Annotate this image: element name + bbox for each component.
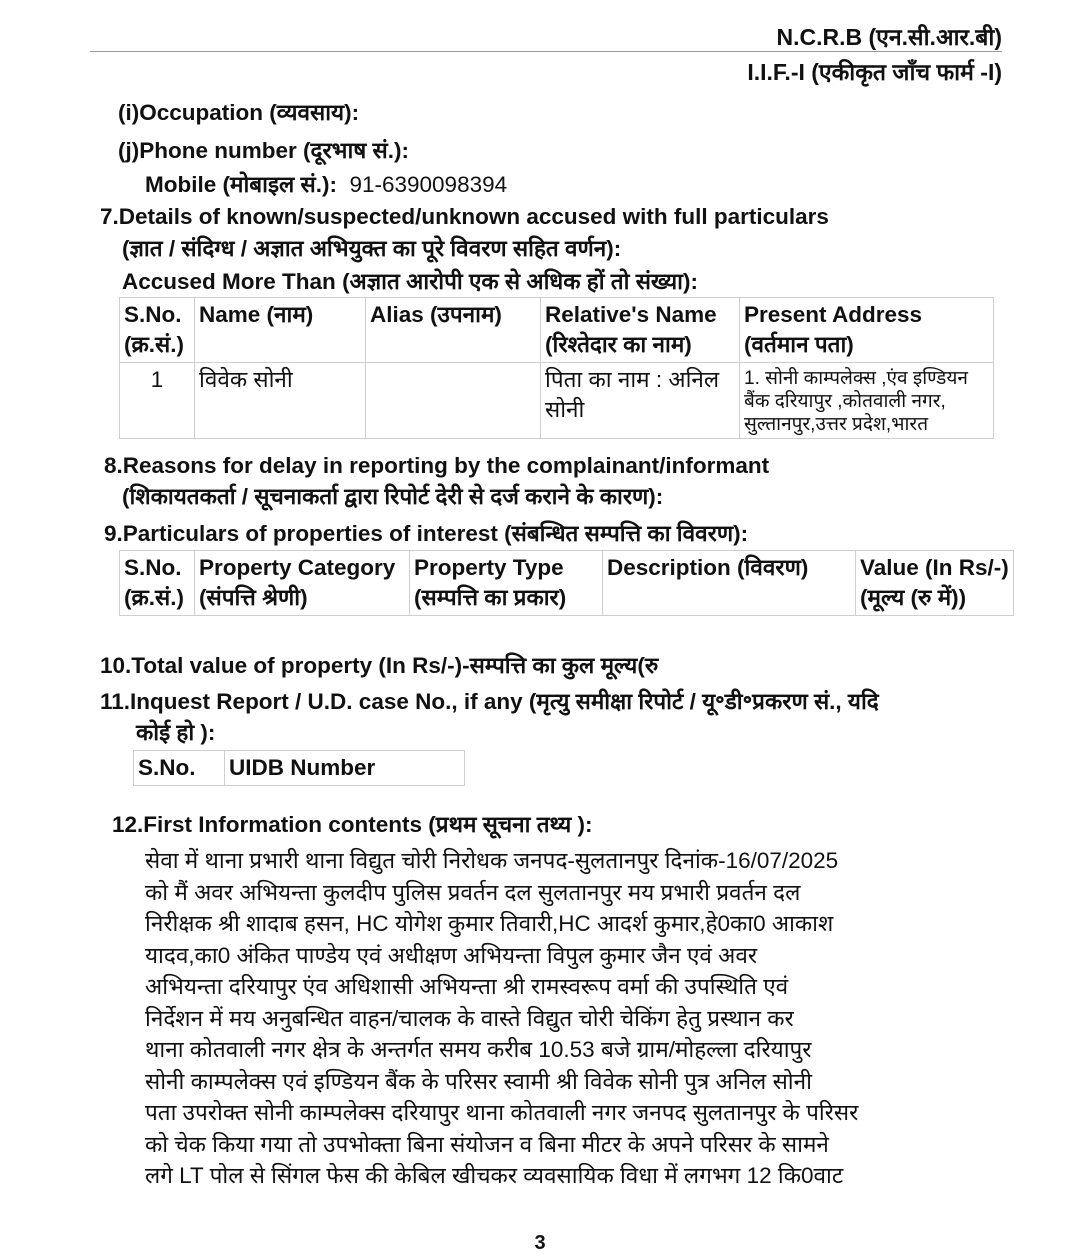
cell-address: 1. सोनी काम्पलेक्स ,एंव इण्डियन बैंक दरियापुर ,कोतवाली नगर, सुल्तानपुर,उत्तर प्रदेश,भारत xyxy=(740,363,994,439)
s10-num: 10. xyxy=(100,653,132,678)
th-address: Present Address (वर्तमान पता) xyxy=(740,298,994,363)
s11-title-line2: कोई हो ): xyxy=(136,720,216,745)
occupation-num: (i) xyxy=(118,100,140,125)
th-sno: S.No. (क्र.सं.) xyxy=(120,298,195,363)
cell-name: विवेक सोनी xyxy=(195,363,366,439)
uidb-table xyxy=(133,750,465,786)
fir-line: को चेक किया गया तो उपभोक्ता बिना संयोजन व बिना मीटर के अपने परिसर के सामने xyxy=(145,1131,829,1157)
s8-num: 8. xyxy=(104,453,123,478)
s12-title: First Information contents (प्रथम सूचना तथ्य ): xyxy=(143,812,593,837)
s7-title: Details of known/suspected/unknown accused with full particulars xyxy=(118,204,829,229)
fir-line: निर्देशन में मय अनुबन्धित वाहन/चालक के वास्ते विद्युत चोरी चेकिंग हेतु प्रस्थान कर xyxy=(145,1005,794,1031)
uth-uidb: UIDB Number xyxy=(225,751,465,786)
fir-line: थाना कोतवाली नगर क्षेत्र के अन्तर्गत समय करीब 10.53 बजे ग्राम/मोहल्ला दरियापुर xyxy=(145,1037,812,1062)
pth-type: Property Type (सम्पत्ति का प्रकार) xyxy=(410,551,603,616)
s9-heading xyxy=(104,519,748,549)
s12-heading xyxy=(112,810,593,840)
cell-sno: 1 xyxy=(120,363,195,439)
fir-line: अभियन्ता दरियापुर एंव अधिशासी अभियन्ता श्री रामस्वरूप वर्मा की उपस्थिति एवं xyxy=(145,974,789,999)
s7-heading xyxy=(100,202,829,232)
cell-alias xyxy=(366,363,541,439)
s12-num: 12. xyxy=(112,812,144,837)
s9-num: 9. xyxy=(104,521,123,546)
pth-description: Description (विवरण) xyxy=(603,551,856,616)
s8-heading xyxy=(104,451,769,481)
fir-line: यादव,का0 अंकित पाण्डेय एवं अधीक्षण अभियन्ता विपुल कुमार जैन एवं अवर xyxy=(145,942,758,968)
s8-subtitle: (शिकायतकर्ता / सूचनाकर्ता द्वारा रिपोर्ट देरी से दर्ज कराने के कारण): xyxy=(122,484,664,509)
uidb-table-header xyxy=(134,751,465,786)
accused-table-header xyxy=(120,298,994,363)
pth-category: Property Category (संपत्ति श्रेणी) xyxy=(195,551,410,616)
phone-num: (j) xyxy=(118,138,140,163)
fir-line: निरीक्षक श्री शादाब हसन, HC योगेश कुमार तिवारी,HC आदर्श कुमार,हे0का0 आकाश xyxy=(145,911,834,936)
mobile-label: Mobile (मोबाइल सं.): xyxy=(145,172,337,197)
s11-heading xyxy=(100,687,879,717)
s11-num: 11. xyxy=(100,689,131,714)
s9-title: Particulars of properties of interest (संबन्धित सम्पत्ति का विवरण): xyxy=(122,521,749,546)
fir-line: सोनी काम्पलेक्स एवं इण्डियन बैंक के परिसर स्वामी श्री विवेक सोनी पुत्र अनिल सोनी xyxy=(145,1068,812,1094)
accused-more-label: Accused More Than xyxy=(122,269,336,294)
table-row xyxy=(120,363,994,439)
th-alias: Alias (उपनाम) xyxy=(366,298,541,363)
accused-more-hindi: (अज्ञात आरोपी एक से अधिक हों तो संख्या): xyxy=(342,269,698,294)
occupation-row xyxy=(118,98,359,128)
s10-title: Total value of property (In Rs/-)-सम्पत्ति का कुल मूल्य(रु xyxy=(131,653,659,678)
header-ncrb: N.C.R.B (एन.सी.आर.बी) xyxy=(776,24,1002,50)
fir-line: को मैं अवर अभियन्ता कुलदीप पुलिस प्रवर्तन दल सुलतानपुर मय प्रभारी प्रवर्तन दल xyxy=(145,879,801,905)
accused-table xyxy=(119,297,994,439)
fir-line: पता उपरोक्त सोनी काम्पलेक्स दरियापुर थाना कोतवाली नगर जनपद सुलतानपुर के परिसर xyxy=(145,1100,859,1125)
s11-title-line1: Inquest Report / U.D. case No., if any (मृत्यु समीक्षा रिपोर्ट / यू॰डी॰प्रकरण सं., यदि xyxy=(130,689,879,714)
property-table xyxy=(119,550,1014,616)
phone-row xyxy=(118,136,409,166)
fir-line: लगे LT पोल से सिंगल फेस की केबिल खीचकर व्यवसायिक विधा में लगभग 12 कि0वाट xyxy=(145,1163,844,1188)
fir-contents xyxy=(145,845,925,1192)
accused-more-row xyxy=(122,267,698,297)
page-number: 3 xyxy=(534,1232,546,1254)
header-rule xyxy=(90,51,1002,52)
s8-title: Reasons for delay in reporting by the complainant/informant xyxy=(122,453,770,478)
pth-value: Value (In Rs/-) (मूल्य (रु में)) xyxy=(856,551,1014,616)
s10-heading xyxy=(100,651,658,681)
cell-relative: पिता का नाम : अनिल सोनी xyxy=(541,363,740,439)
fir-line: सेवा में थाना प्रभारी थाना विद्युत चोरी निरोधक जनपद-सुलतानपुर दिनांक-16/07/2025 xyxy=(145,848,839,873)
th-name: Name (नाम) xyxy=(195,298,366,363)
mobile-value: 91-6390098394 xyxy=(349,172,508,197)
s7-subtitle: (ज्ञात / संदिग्ध / अज्ञात अभियुक्त का पूरे विवरण सहित वर्णन): xyxy=(122,236,622,261)
th-relative: Relative's Name (रिश्तेदार का नाम) xyxy=(541,298,740,363)
property-table-header xyxy=(120,551,1014,616)
uth-sno: S.No. xyxy=(134,751,225,786)
occupation-label: Occupation (व्यवसाय): xyxy=(139,100,360,125)
pth-sno: S.No. (क्र.सं.) xyxy=(120,551,195,616)
s7-num: 7. xyxy=(100,204,119,229)
mobile-row xyxy=(145,170,507,200)
header-iif: I.I.F.-I (एकीकृत जाँच फार्म -I) xyxy=(747,59,1002,85)
phone-label: Phone number (दूरभाष सं.): xyxy=(139,138,410,163)
